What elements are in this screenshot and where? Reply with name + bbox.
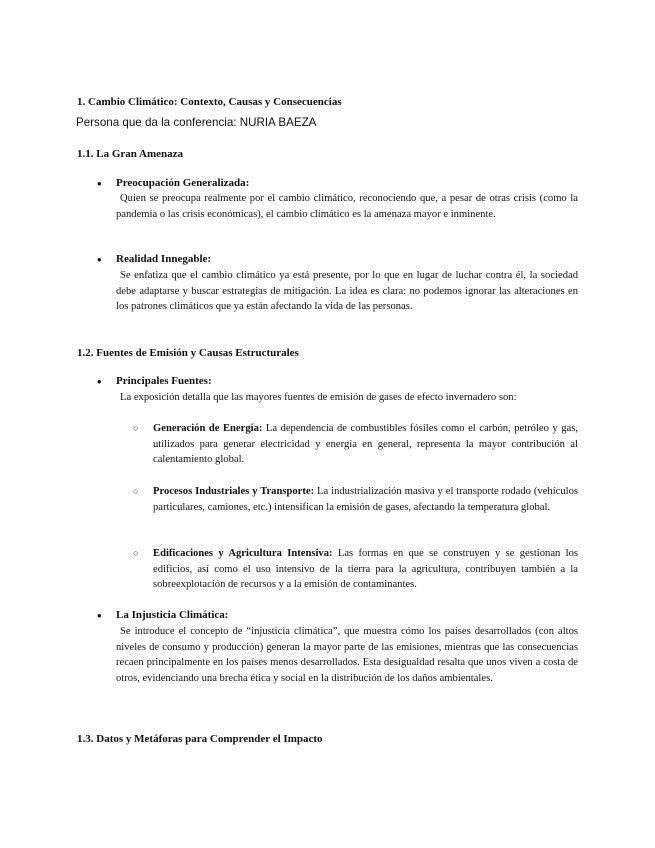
subitem-text-industria: La industrialización masiva y el transporte rodado (vehículos particulares, camiones, etc.) intensifican la emisión de gases, afectando la temperatura global. <box>153 486 578 513</box>
bullet-text-realidad: Se enfatiza que el cambio climático ya está presente, por lo que en lugar de luchar contra él, la sociedad debe adaptarse y buscar estrategias de mitigación. La idea es clara: no podemos ignorar las alteraciones en los patrones climáticos que ya están afectando la vida de las personas. <box>116 270 578 312</box>
subitem-industria <box>153 484 578 515</box>
subitem-energia <box>153 421 578 468</box>
bullet-title-fuentes: • Principales Fuentes: <box>116 375 212 387</box>
section-heading-1-2: 1.2. Fuentes de Emisión y Causas Estructurales <box>77 347 299 359</box>
bullet-title-preocupacion: • Preocupación Generalizada: <box>116 177 249 189</box>
subitem-title-edificaciones: Edificaciones y Agricultura Intensiva: <box>153 548 333 559</box>
subitem-title-industria: Procesos Industriales y Transporte: <box>153 486 315 497</box>
section-heading-1-3: 1.3. Datos y Metáforas para Comprender el Impacto <box>77 733 323 745</box>
subitem-text-energia: La dependencia de combustibles fósiles como el carbón, petróleo y gas, utilizados para generar electricidad y energía en general, representa la mayor contribución al calentamiento global. <box>153 423 578 465</box>
bullet-text-fuentes: La exposición detalla que las mayores fuentes de emisión de gases de efecto invernadero son: <box>120 392 517 403</box>
subitem-text-edificaciones: Las formas en que se construyen y se gestionan los edificios, así como el uso intensivo de la tierra para la agricultura, contribuyen también a la sobreexplotación de recursos y a la emisión de contaminantes. <box>153 548 578 590</box>
bullet-text-preocupacion: Quien se preocupa realmente por el cambio climático, reconociendo que, a pesar de otras crisis (como la pandemia o las crisis económicas), el cambio climático es la amenaza mayor e inminente. <box>116 193 578 220</box>
main-heading: 1. Cambio Climático: Contexto, Causas y Consecuencias <box>77 96 342 108</box>
bullet-title-realidad: • Realidad Innegable: <box>116 253 211 265</box>
subitem-title-energia: Generación de Energía: <box>153 423 263 434</box>
subitem-edificaciones <box>153 546 578 593</box>
section-heading-1-1: 1.1. La Gran Amenaza <box>77 148 184 160</box>
speaker-line: Persona que da la conferencia: NURIA BAEZA <box>76 116 317 129</box>
bullet-title-injusticia: • La Injusticia Climática: <box>116 609 228 621</box>
bullet-text-injusticia: Se introduce el concepto de “injusticia climática”, que muestra cómo los países desarrollados (con altos niveles de consumo y producción) generan la mayor parte de las emisiones, mientras que las consecuencias recaen principalmente en los países menos desarrollados. Esta desigualdad resalta que unos viven a costa de otros, evidenciando una brecha ética y social en la distribución de los daños ambientales. <box>116 626 578 684</box>
